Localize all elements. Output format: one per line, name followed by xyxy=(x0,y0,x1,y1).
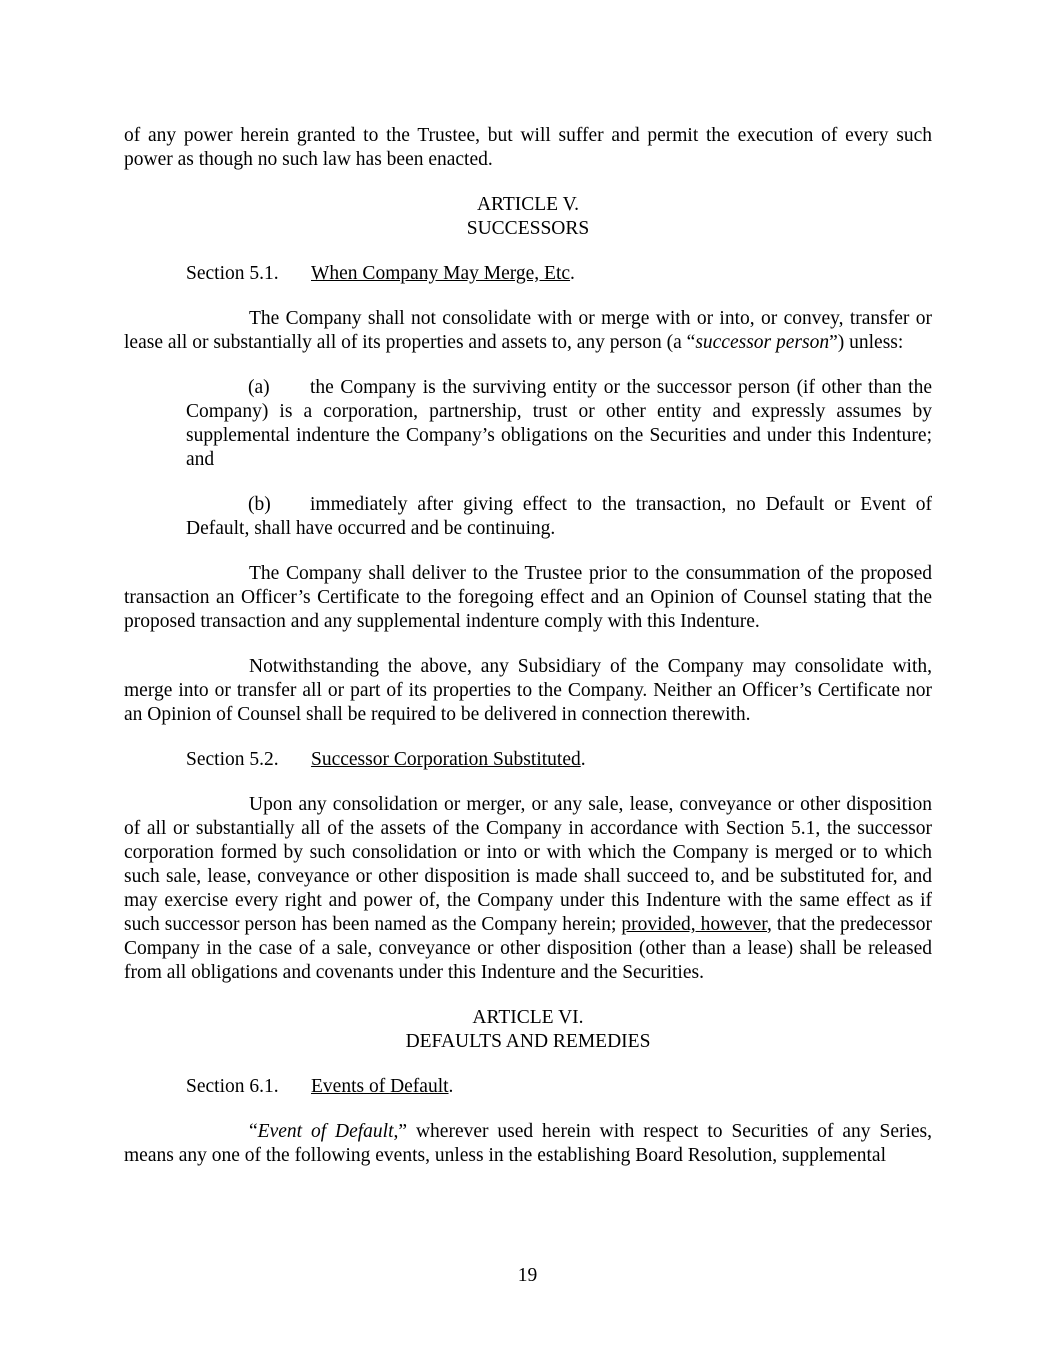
section-5-2-number: Section 5.2. xyxy=(186,749,279,770)
section-6-1-title: Events of Default xyxy=(311,1076,449,1097)
section-6-1-heading: Section 6.1. Events of Default. xyxy=(186,1076,454,1097)
section-5-1-paragraph-2: The Company shall deliver to the Trustee prior to the consummation of the proposed transaction an Officer’s Certificate to the foregoing effect and an Opinion of Counsel stating that the proposed transaction and any supplemental indenture comply with this Indenture. xyxy=(124,563,932,632)
article-6-title: DEFAULTS AND REMEDIES xyxy=(405,1031,651,1052)
section-6-1-number: Section 6.1. xyxy=(186,1076,279,1097)
text-run: The Company shall not consolidate with or merge with or into, or convey, transfer or lease all or substantially all of its properties and assets to, any person (a “ xyxy=(124,308,932,353)
section-5-2-title: Successor Corporation Substituted xyxy=(311,749,581,770)
clause-a xyxy=(186,376,932,472)
page-number: 19 xyxy=(517,1265,538,1286)
defined-term: successor person xyxy=(695,332,830,353)
text-run: ,” wherever used herein with respect to Securities of any Series, means any one of the following events, unless in the establishing Board Resolution, supplemental xyxy=(124,1121,932,1166)
article-6-heading xyxy=(124,1006,932,1054)
clause-a-label: (a) xyxy=(248,377,270,398)
section-5-1-paragraph-1 xyxy=(124,307,932,355)
article-5-number: ARTICLE V. xyxy=(476,194,580,215)
continuation-paragraph: of any power herein granted to the Trustee, but will suffer and permit the execution of every such power as though no such law has been enacted. xyxy=(124,125,932,170)
text-run: , that the predecessor Company in the case of a sale, conveyance or other disposition (other than a lease) shall be released from all obligations and covenants under this Indenture and the Securities. xyxy=(124,914,932,983)
text-run: ”) unless: xyxy=(829,332,904,353)
clause-b-label: (b) xyxy=(248,494,271,515)
clause-b-text: immediately after giving effect to the transaction, no Default or Event of Default, shall have occurred and be continuing. xyxy=(186,494,932,539)
proviso-term: provided, however xyxy=(621,914,767,935)
article-5-title: SUCCESSORS xyxy=(466,218,590,239)
section-6-1-paragraph-1 xyxy=(124,1120,932,1168)
text-run: Upon any consolidation or merger, or any sale, lease, conveyance or other disposition of all or substantially all of the assets of the Company in accordance with Section 5.1, the successor corporation formed by such consolidation or into or with which the Company is merged or to which such sale, lease, conveyance or other disposition is made shall succeed to, and be substituted for, and may exercise every right and power of, the Company under this Indenture with the same effect as if such successor person has been named as the Company herein; xyxy=(124,794,932,935)
section-5-1-heading: Section 5.1. When Company May Merge, Etc. xyxy=(186,263,575,284)
section-5-1-paragraph-3: Notwithstanding the above, any Subsidiary of the Company may consolidate with, merge into or transfer all or part of its properties to the Company. Neither an Officer’s Certificate nor an Opinion of Counsel shall be required to be delivered in connection therewith. xyxy=(124,656,932,725)
clause-b xyxy=(186,493,932,541)
section-5-1-title: When Company May Merge, Etc xyxy=(311,263,571,284)
clause-a-text: the Company is the surviving entity or the successor person (if other than the Company) is a corporation, partnership, trust or other entity and expressly assumes by supplemental indenture the Company’s obligations on the Securities and under this Indenture; and xyxy=(186,377,932,470)
section-5-2-heading: Section 5.2. Successor Corporation Substituted. xyxy=(186,749,586,770)
article-6-number: ARTICLE VI. xyxy=(472,1007,584,1028)
defined-term: Event of Default xyxy=(257,1121,394,1142)
section-5-1-number: Section 5.1. xyxy=(186,263,279,284)
article-5-heading xyxy=(124,193,932,241)
text-run: “ xyxy=(249,1121,258,1142)
section-5-2-paragraph-1 xyxy=(124,793,932,985)
page-content xyxy=(124,124,932,1168)
